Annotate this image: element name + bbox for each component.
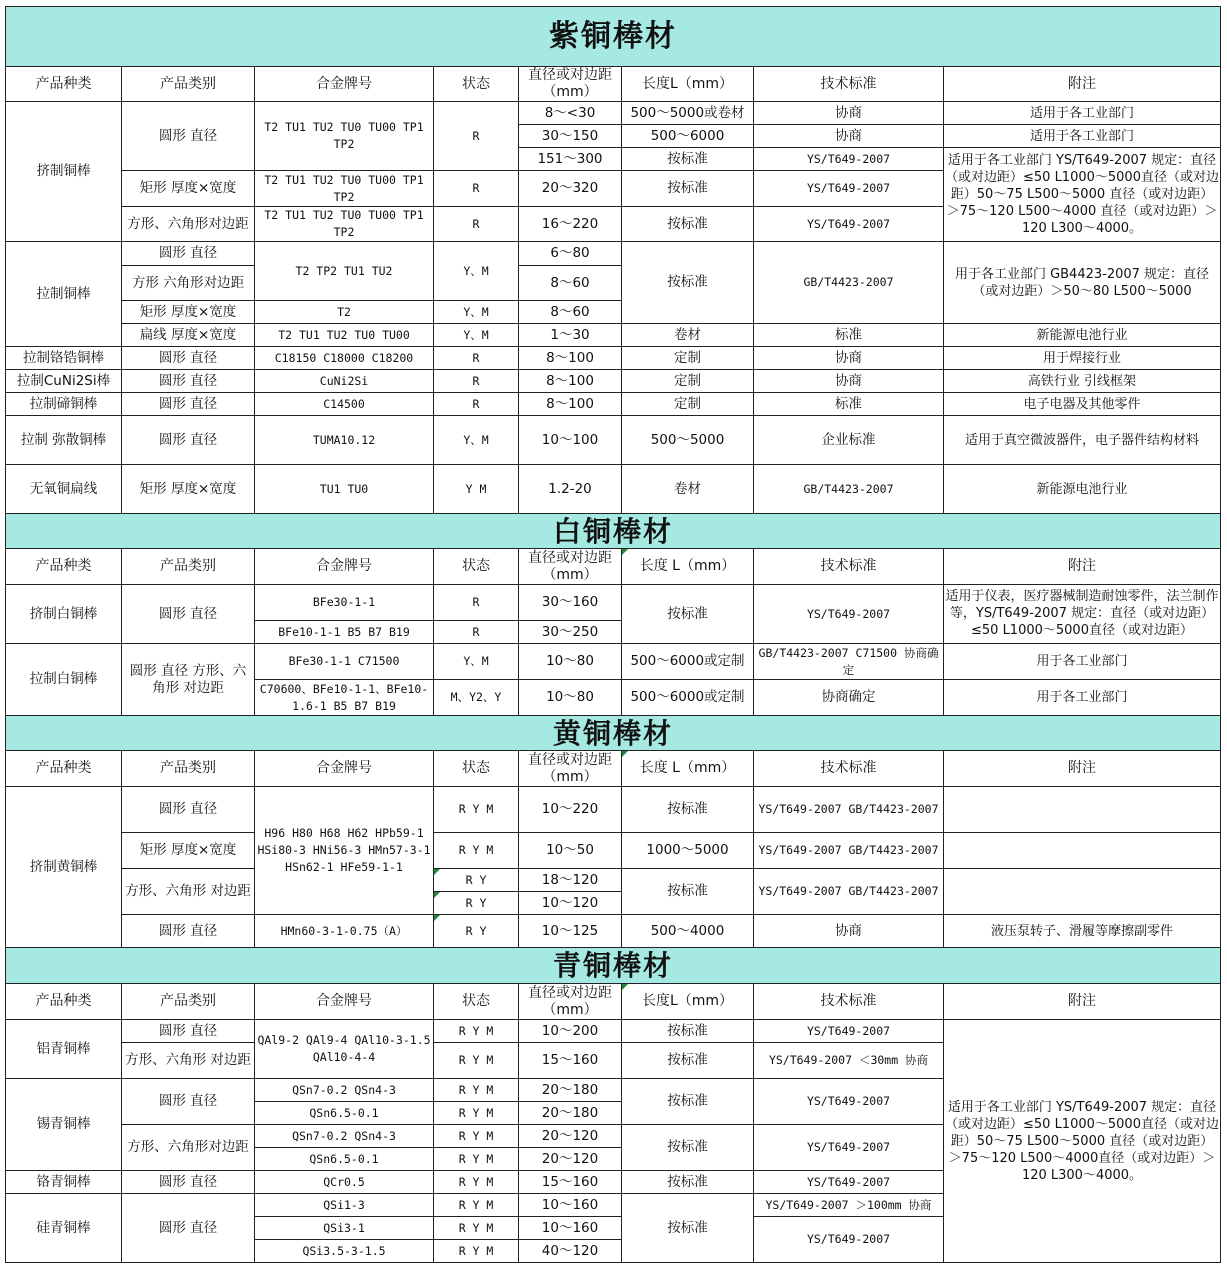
product-category: 圆形 直径	[122, 915, 255, 948]
diameter: 20～120	[519, 1125, 622, 1148]
note	[944, 585, 1221, 644]
table-row	[6, 416, 1221, 465]
length: 1000～5000	[622, 833, 754, 869]
header-cell: 技术标准	[754, 549, 944, 585]
header-cell: 长度L（mm）	[622, 984, 754, 1020]
standard: GB/T4423-2007 C71500 协商确定	[754, 644, 944, 680]
temper-state: R Y M	[434, 1194, 519, 1217]
alloy-grade: C14500	[255, 393, 434, 416]
table-row	[6, 644, 1221, 680]
diameter: 6～80	[519, 242, 622, 266]
product-category: 矩形 厚度×宽度	[122, 833, 255, 869]
alloy-grade: C18150 C18000 C18200	[255, 347, 434, 370]
length: 500～6000或定制	[622, 680, 754, 716]
diameter: 40～120	[519, 1240, 622, 1263]
standard: YS/T649-2007 ＜30mm 协商	[754, 1043, 944, 1079]
standard: YS/T649-2007	[754, 1020, 944, 1043]
product-kind: 拉制碲铜棒	[6, 393, 122, 416]
note	[944, 787, 1221, 833]
alloy-grade: C70600、BFe10-1-1、BFe10-1.6-1 B5 B7 B19	[255, 680, 434, 716]
table-row	[6, 393, 1221, 416]
diameter: 10～120	[519, 892, 622, 915]
product-category: 圆形 直径	[122, 347, 255, 370]
alloy-grade: QSn6.5-0.1	[255, 1102, 434, 1125]
header-cell: 产品类别	[122, 751, 255, 787]
header-cell: 直径或对边距（mm）	[519, 549, 622, 585]
length: 卷材	[622, 324, 754, 347]
header-cell: 产品类别	[122, 549, 255, 585]
standard: 协商	[754, 102, 944, 125]
header-cell: 长度 L（mm）	[622, 549, 754, 585]
length: 按标准	[622, 1194, 754, 1263]
diameter: 8～60	[519, 301, 622, 324]
note: 适用于各工业部门	[944, 102, 1221, 125]
product-kind: 拉制 弥散铜棒	[6, 416, 122, 465]
product-category: 圆形 直径	[122, 1020, 255, 1043]
alloy-grade: QSn7-0.2 QSn4-3	[255, 1079, 434, 1102]
product-category: 矩形 厚度×宽度	[122, 171, 255, 207]
standard: YS/T649-2007	[754, 1217, 944, 1263]
standard: YS/T649-2007	[754, 1171, 944, 1194]
temper-state: R Y M	[434, 1171, 519, 1194]
product-kind: 拉制白铜棒	[6, 644, 122, 716]
diameter: 8～60	[519, 266, 622, 301]
temper-state: Y、M	[434, 301, 519, 324]
alloy-grade: QCr0.5	[255, 1171, 434, 1194]
length: 按标准	[622, 1079, 754, 1125]
temper-state: R Y M	[434, 1102, 519, 1125]
header-row	[6, 549, 1221, 585]
temper-state: R	[434, 585, 519, 621]
temper-state: R	[434, 207, 519, 242]
note: 新能源电池行业	[944, 324, 1221, 347]
length: 按标准	[622, 1020, 754, 1043]
header-cell: 合金牌号	[255, 984, 434, 1020]
diameter: 10～100	[519, 416, 622, 465]
header-cell: 合金牌号	[255, 549, 434, 585]
diameter: 1～30	[519, 324, 622, 347]
header-cell: 状态	[434, 549, 519, 585]
temper-state: R Y M	[434, 1148, 519, 1171]
standard: 协商确定	[754, 680, 944, 716]
product-category: 方形、六角形对边距	[122, 1125, 255, 1171]
temper-state: R Y M	[434, 1125, 519, 1148]
temper-state: R	[434, 393, 519, 416]
diameter: 15～160	[519, 1043, 622, 1079]
temper-state: R	[434, 102, 519, 171]
product-category: 圆形 直径	[122, 585, 255, 644]
section-title: 紫铜棒材	[6, 7, 1221, 67]
standard: 标准	[754, 324, 944, 347]
product-category: 方形、六角形 对边距	[122, 869, 255, 915]
table-row	[6, 585, 1221, 621]
header-cell: 直径或对边距（mm）	[519, 67, 622, 102]
product-category: 矩形 厚度×宽度	[122, 465, 255, 514]
product-table	[5, 6, 1221, 1263]
header-row	[6, 751, 1221, 787]
diameter: 8～100	[519, 370, 622, 393]
table-row	[6, 347, 1221, 370]
product-category: 圆形 直径 方形、六角形 对边距	[122, 644, 255, 716]
header-cell: 技术标准	[754, 67, 944, 102]
temper-state: Y、M	[434, 242, 519, 301]
alloy-grade: BFe30-1-1	[255, 585, 434, 621]
alloy-grade: T2 TU1 TU2 TU0 TU00	[255, 324, 434, 347]
note: 新能源电池行业	[944, 465, 1221, 514]
temper-state: R	[434, 347, 519, 370]
diameter: 20～120	[519, 1148, 622, 1171]
diameter: 20～320	[519, 171, 622, 207]
temper-state: R Y M	[434, 1217, 519, 1240]
diameter: 30～150	[519, 125, 622, 148]
product-kind: 拉制铜棒	[6, 242, 122, 347]
product-category: 圆形 直径	[122, 1194, 255, 1263]
header-cell: 状态	[434, 984, 519, 1020]
standard: YS/T649-2007	[754, 171, 944, 207]
diameter: 8～<30	[519, 102, 622, 125]
alloy-grade: QSn7-0.2 QSn4-3	[255, 1125, 434, 1148]
product-kind: 锡青铜棒	[6, 1079, 122, 1171]
table-row	[6, 102, 1221, 125]
length: 500～5000	[622, 416, 754, 465]
standard: YS/T649-2007	[754, 148, 944, 171]
temper-state: Y、M	[434, 644, 519, 680]
table-row	[6, 465, 1221, 514]
note	[944, 869, 1221, 915]
standard: YS/T649-2007	[754, 207, 944, 242]
header-cell: 长度L（mm）	[622, 67, 754, 102]
note: 适用于真空微波器件，电子器件结构材料	[944, 416, 1221, 465]
alloy-grade: T2 TP2 TU1 TU2	[255, 242, 434, 301]
diameter: 10～160	[519, 1217, 622, 1240]
header-cell: 产品种类	[6, 751, 122, 787]
header-cell: 附注	[944, 549, 1221, 585]
note	[944, 833, 1221, 869]
length: 按标准	[622, 148, 754, 171]
header-cell: 附注	[944, 984, 1221, 1020]
standard: YS/T649-2007	[754, 1125, 944, 1171]
length: 500～6000	[622, 125, 754, 148]
alloy-grade: BFe10-1-1 B5 B7 B19	[255, 621, 434, 644]
diameter: 10～125	[519, 915, 622, 948]
length: 卷材	[622, 465, 754, 514]
diameter: 16～220	[519, 207, 622, 242]
diameter: 10～80	[519, 680, 622, 716]
note: 电子电器及其他零件	[944, 393, 1221, 416]
temper-state: Y、M	[434, 416, 519, 465]
table-row	[6, 242, 1221, 266]
product-category: 矩形 厚度×宽度	[122, 301, 255, 324]
alloy-grade: TUMA10.12	[255, 416, 434, 465]
alloy-grade: QSi3.5-3-1.5	[255, 1240, 434, 1263]
diameter: 10～160	[519, 1194, 622, 1217]
temper-state: Y、M	[434, 324, 519, 347]
product-category: 圆形 直径	[122, 393, 255, 416]
temper-state: R Y M	[434, 1079, 519, 1102]
header-cell: 直径或对边距（mm）	[519, 751, 622, 787]
length: 按标准	[622, 585, 754, 644]
alloy-grade: T2 TU1 TU2 TU0 TU00 TP1 TP2	[255, 171, 434, 207]
standard: YS/T649-2007	[754, 1079, 944, 1125]
section-title: 白铜棒材	[6, 514, 1221, 549]
table-row	[6, 370, 1221, 393]
temper-state: R	[434, 621, 519, 644]
product-category: 圆形 直径	[122, 416, 255, 465]
length: 按标准	[622, 207, 754, 242]
standard: 协商	[754, 125, 944, 148]
alloy-grade: TU1 TU0	[255, 465, 434, 514]
product-category: 方形、六角形对边距	[122, 207, 255, 242]
header-cell: 产品类别	[122, 984, 255, 1020]
section-band	[6, 7, 1221, 67]
header-cell: 附注	[944, 67, 1221, 102]
diameter: 20～180	[519, 1079, 622, 1102]
diameter: 8～100	[519, 393, 622, 416]
diameter: 8～100	[519, 347, 622, 370]
note: 适用于各工业部门 YS/T649-2007 规定：直径（或对边距）≤50 L1000～5000直径（或对边距）50～75 L500～5000 直径（或对边距）＞75～120 L500～4000 直径（或对边距）＞120 L300～4000。	[944, 148, 1221, 242]
length: 按标准	[622, 242, 754, 324]
product-kind: 无氧铜扁线	[6, 465, 122, 514]
header-row	[6, 67, 1221, 102]
header-cell: 状态	[434, 751, 519, 787]
temper-state: Y M	[434, 465, 519, 514]
product-kind: 铬青铜棒	[6, 1171, 122, 1194]
temper-state: R Y M	[434, 833, 519, 869]
product-category: 圆形 直径	[122, 242, 255, 266]
alloy-grade: H96 H80 H68 H62 HPb59-1 HSi80-3 HNi56-3 HMn57-3-1 HSn62-1 HFe59-1-1	[255, 787, 434, 915]
standard: 协商	[754, 915, 944, 948]
table-row	[6, 915, 1221, 948]
diameter: 30～250	[519, 621, 622, 644]
header-row	[6, 984, 1221, 1020]
length: 500～4000	[622, 915, 754, 948]
alloy-grade: QSi3-1	[255, 1217, 434, 1240]
header-cell: 产品类别	[122, 67, 255, 102]
length: 按标准	[622, 1171, 754, 1194]
temper-state: R	[434, 171, 519, 207]
temper-state: R Y M	[434, 1240, 519, 1263]
product-kind: 挤制铜棒	[6, 102, 122, 242]
standard: 企业标准	[754, 416, 944, 465]
alloy-grade: QAl9-2 QAl9-4 QAl10-3-1.5 QAl10-4-4	[255, 1020, 434, 1079]
alloy-grade: QSn6.5-0.1	[255, 1148, 434, 1171]
header-cell: 产品种类	[6, 67, 122, 102]
diameter: 10～200	[519, 1020, 622, 1043]
header-cell: 产品种类	[6, 549, 122, 585]
header-cell: 合金牌号	[255, 67, 434, 102]
product-category: 圆形 直径	[122, 102, 255, 171]
product-category: 圆形 直径	[122, 370, 255, 393]
note: 用于各工业部门	[944, 644, 1221, 680]
table-row	[6, 869, 1221, 892]
length: 500～5000或卷材	[622, 102, 754, 125]
header-cell: 长度 L（mm）	[622, 751, 754, 787]
temper-state: R	[434, 370, 519, 393]
standard: GB/T4423-2007	[754, 242, 944, 324]
product-kind: 铝青铜棒	[6, 1020, 122, 1079]
alloy-grade: HMn60-3-1-0.75（A）	[255, 915, 434, 948]
product-category: 方形 六角形对边距	[122, 266, 255, 301]
product-category: 扁线 厚度×宽度	[122, 324, 255, 347]
section-title: 青铜棒材	[6, 948, 1221, 984]
header-cell: 直径或对边距（mm）	[519, 984, 622, 1020]
section-band	[6, 514, 1221, 549]
note: 液压泵转子、滑履等摩擦副零件	[944, 915, 1221, 948]
table-row	[6, 833, 1221, 869]
length: 按标准	[622, 1043, 754, 1079]
section-band	[6, 948, 1221, 984]
note-text: 适用于仪表，医疗器械制造耐蚀零件，法兰制作等，YS/T649-2007 规定：直径（或对边距）≤50 L1000～5000直径（或对边距）	[945, 589, 1219, 638]
product-kind: 挤制白铜棒	[6, 585, 122, 644]
temper-state: R Y	[434, 869, 519, 892]
standard: YS/T649-2007 ＞100mm 协商	[754, 1194, 944, 1217]
header-cell: 技术标准	[754, 984, 944, 1020]
alloy-grade: T2 TU1 TU2 TU0 TU00 TP1 TP2	[255, 102, 434, 171]
length: 定制	[622, 393, 754, 416]
length: 按标准	[622, 171, 754, 207]
standard: 协商	[754, 370, 944, 393]
standard: YS/T649-2007	[754, 585, 944, 644]
diameter: 20～180	[519, 1102, 622, 1125]
header-cell: 技术标准	[754, 751, 944, 787]
note: 适用于各工业部门 YS/T649-2007 规定：直径（或对边距）≤50 L1000～5000直径（或对边距）50～75 L500～5000 直径（或对边距）＞75～120 L500～4000直径（或对边距）＞120 L300～4000。	[944, 1020, 1221, 1263]
note: 适用于各工业部门	[944, 125, 1221, 148]
header-cell: 合金牌号	[255, 751, 434, 787]
standard: 协商	[754, 347, 944, 370]
temper-state: R Y M	[434, 1020, 519, 1043]
standard: YS/T649-2007 GB/T4423-2007	[754, 787, 944, 833]
table-row	[6, 324, 1221, 347]
alloy-grade: T2	[255, 301, 434, 324]
length: 按标准	[622, 787, 754, 833]
standard: YS/T649-2007 GB/T4423-2007	[754, 869, 944, 915]
header-cell: 状态	[434, 67, 519, 102]
alloy-grade: QSi1-3	[255, 1194, 434, 1217]
product-category: 方形、六角形 对边距	[122, 1043, 255, 1079]
spreadsheet	[5, 6, 1220, 1263]
temper-state: R Y	[434, 892, 519, 915]
table-row	[6, 1020, 1221, 1043]
product-category: 圆形 直径	[122, 1171, 255, 1194]
product-category: 圆形 直径	[122, 1079, 255, 1125]
temper-state: R Y	[434, 915, 519, 948]
length: 定制	[622, 347, 754, 370]
diameter: 10～80	[519, 644, 622, 680]
diameter: 1.2-20	[519, 465, 622, 514]
header-cell: 产品种类	[6, 984, 122, 1020]
temper-state: M、Y2、Y	[434, 680, 519, 716]
product-kind: 挤制黄铜棒	[6, 787, 122, 948]
product-kind: 拉制铬锆铜棒	[6, 347, 122, 370]
length: 按标准	[622, 1125, 754, 1171]
table-row	[6, 787, 1221, 833]
section-band	[6, 716, 1221, 751]
note: 用于焊接行业	[944, 347, 1221, 370]
alloy-grade: CuNi2Si	[255, 370, 434, 393]
product-category: 圆形 直径	[122, 787, 255, 833]
alloy-grade: T2 TU1 TU2 TU0 TU00 TP1 TP2	[255, 207, 434, 242]
alloy-grade: BFe30-1-1 C71500	[255, 644, 434, 680]
diameter: 10～50	[519, 833, 622, 869]
note: 用于各工业部门 GB4423-2007 规定：直径（或对边距）＞50～80 L500～5000	[944, 242, 1221, 324]
temper-state: R Y M	[434, 1043, 519, 1079]
length: 按标准	[622, 869, 754, 915]
length: 定制	[622, 370, 754, 393]
diameter: 18～120	[519, 869, 622, 892]
standard: 标准	[754, 393, 944, 416]
length: 500～6000或定制	[622, 644, 754, 680]
section-title: 黄铜棒材	[6, 716, 1221, 751]
product-kind: 拉制CuNi2Si棒	[6, 370, 122, 393]
diameter: 10～220	[519, 787, 622, 833]
standard: YS/T649-2007 GB/T4423-2007	[754, 833, 944, 869]
diameter: 30～160	[519, 585, 622, 621]
product-kind: 硅青铜棒	[6, 1194, 122, 1263]
diameter: 15～160	[519, 1171, 622, 1194]
temper-state: R Y M	[434, 787, 519, 833]
header-cell: 附注	[944, 751, 1221, 787]
note: 用于各工业部门	[944, 680, 1221, 716]
diameter: 151～300	[519, 148, 622, 171]
standard: GB/T4423-2007	[754, 465, 944, 514]
note: 高铁行业 引线框架	[944, 370, 1221, 393]
